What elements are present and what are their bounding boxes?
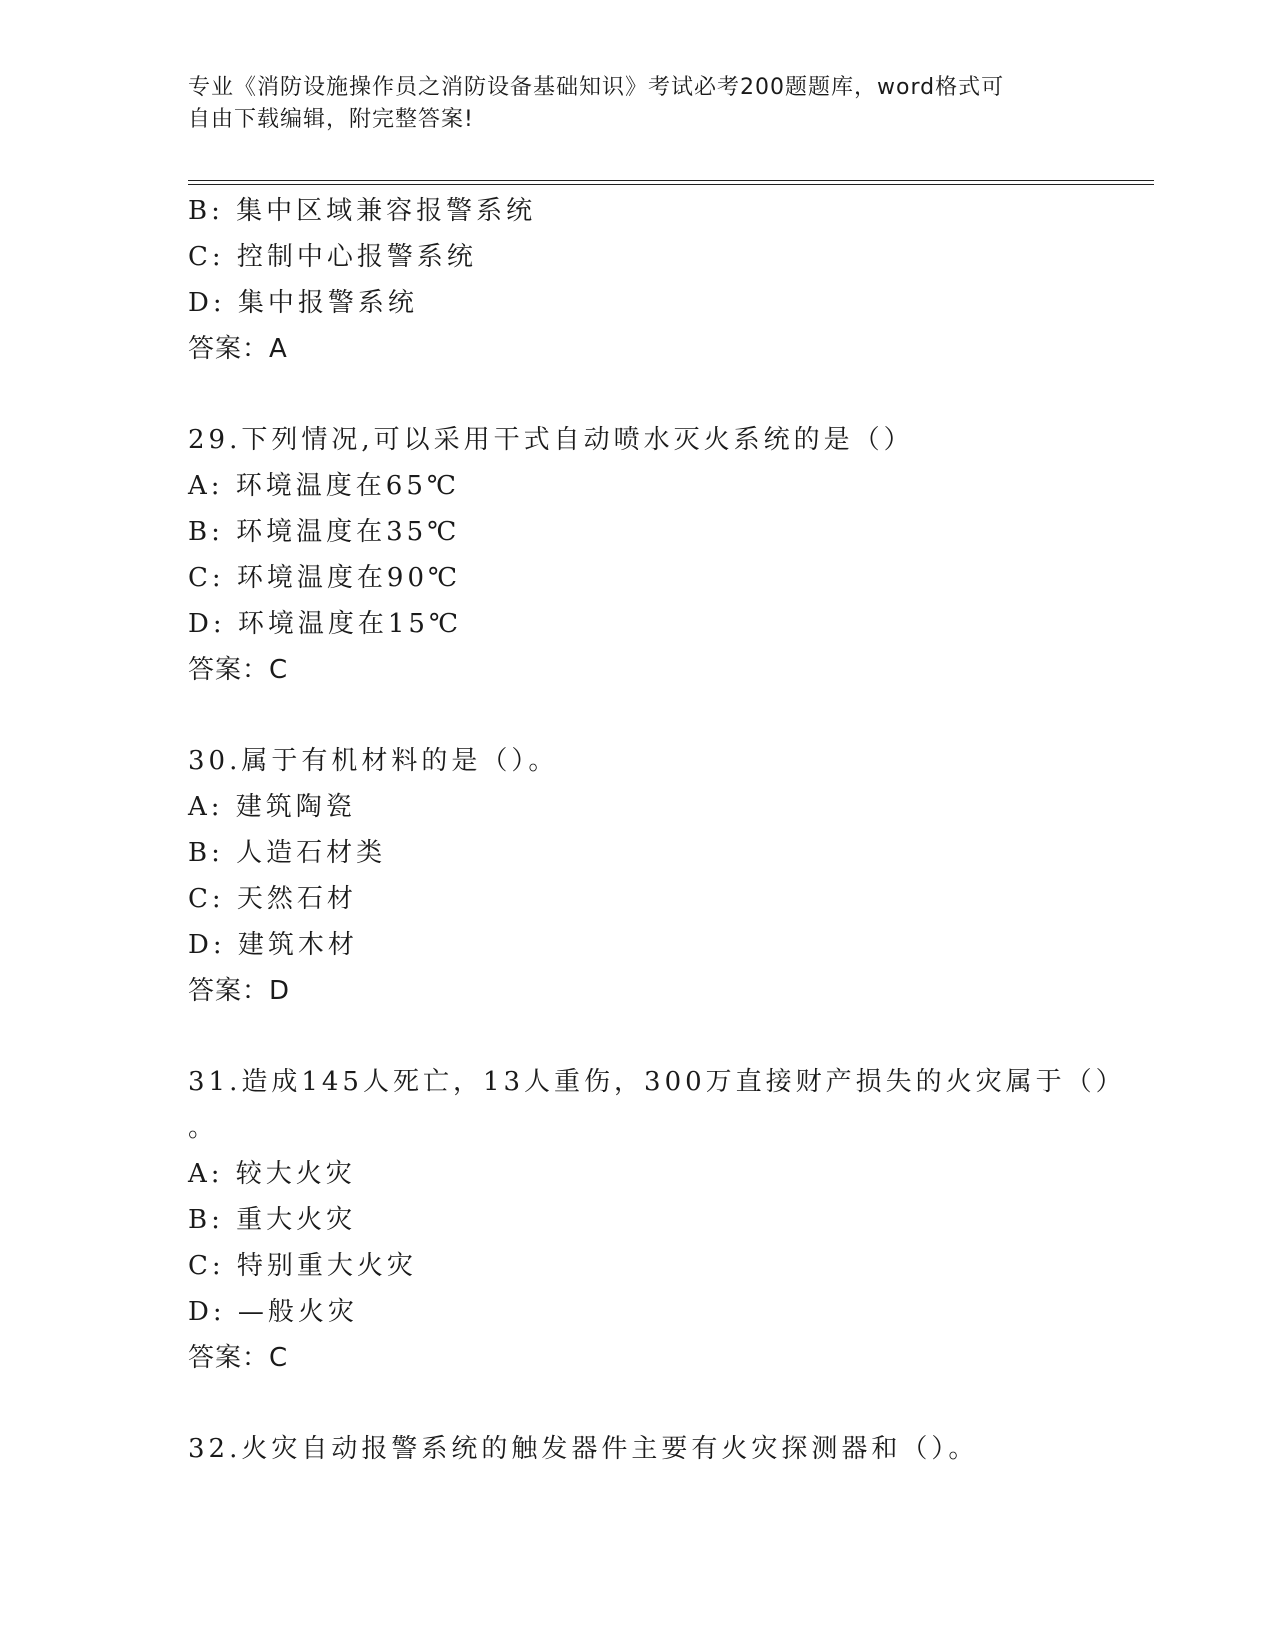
header-line-1: 专业《消防设施操作员之消防设备基础知识》考试必考200题题库，word格式可 — [188, 75, 1005, 100]
option-d: D: 建筑木材 — [188, 930, 358, 960]
question-28-partial — [188, 188, 1128, 372]
option-a: A: 环境温度在65℃ — [188, 471, 460, 501]
question-stem: 29.下列情况,可以采用干式自动喷水灭火系统的是（） — [188, 425, 914, 455]
question-stem: 30.属于有机材料的是（）。 — [188, 746, 559, 776]
answer: 答案：A — [188, 334, 288, 364]
answer: 答案：C — [188, 1343, 289, 1373]
question-stem-continuation: 。 — [188, 1113, 215, 1143]
option-d: D: 环境温度在15℃ — [188, 609, 463, 639]
option-c: C: 环境温度在90℃ — [188, 563, 462, 593]
option-a: A: 较大火灾 — [188, 1159, 356, 1189]
option-b: B: 集中区域兼容报警系统 — [188, 196, 537, 226]
question-30 — [188, 738, 1128, 1014]
option-b: B: 人造石材类 — [188, 838, 387, 868]
header-line-2: 自由下载编辑，附完整答案! — [188, 107, 474, 132]
answer: 答案：C — [188, 655, 289, 685]
question-stem: 32.火灾自动报警系统的触发器件主要有火灾探测器和（）。 — [188, 1434, 979, 1464]
question-list — [188, 188, 1128, 1472]
header-divider-top — [188, 180, 1154, 181]
option-d: D: —般火灾 — [188, 1297, 358, 1327]
option-b: B: 重大火灾 — [188, 1205, 357, 1235]
option-c: C: 控制中心报警系统 — [188, 242, 477, 272]
option-c: C: 天然石材 — [188, 884, 357, 914]
option-c: C: 特别重大火灾 — [188, 1251, 417, 1281]
header-divider-bottom — [188, 184, 1154, 185]
option-a: A: 建筑陶瓷 — [188, 792, 356, 822]
question-stem: 31.造成145人死亡，13人重伤，300万直接财产损失的火灾属于（） — [188, 1067, 1126, 1097]
option-b: B: 环境温度在35℃ — [188, 517, 461, 547]
question-31 — [188, 1059, 1128, 1381]
question-32 — [188, 1426, 1128, 1472]
question-29 — [188, 417, 1128, 693]
option-d: D: 集中报警系统 — [188, 288, 418, 318]
document-header — [188, 72, 1068, 136]
answer: 答案：D — [188, 976, 291, 1006]
